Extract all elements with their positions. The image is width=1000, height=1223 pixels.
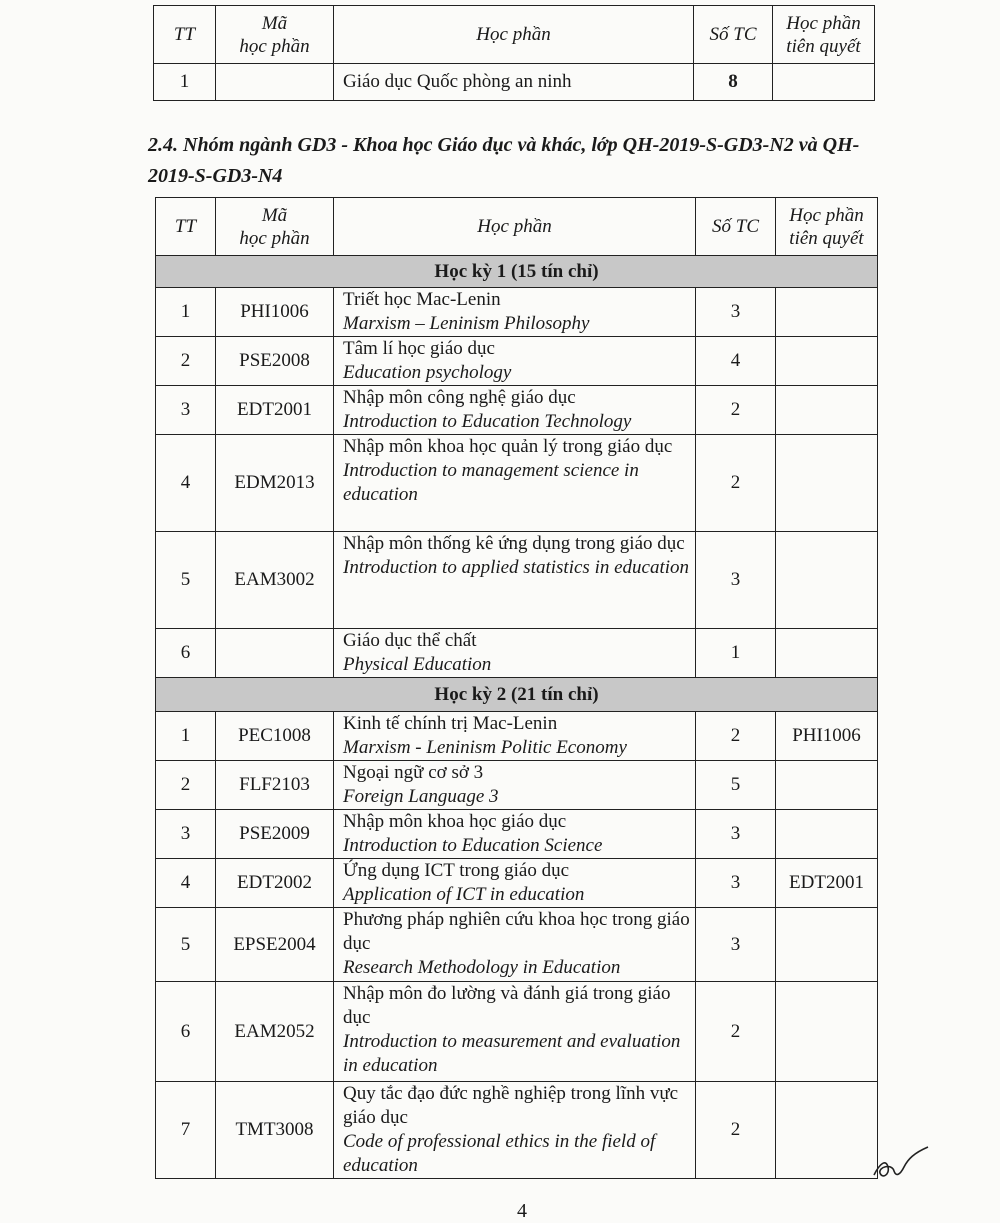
- cell-tt: 1: [156, 712, 216, 761]
- header-code-line2: học phần: [239, 227, 310, 249]
- cell-tt: 7: [156, 1082, 216, 1179]
- semester-1-title: Học kỳ 1 (15 tín chỉ): [156, 256, 878, 288]
- cell-credits: 2: [696, 982, 776, 1082]
- cell-prereq: [776, 810, 878, 859]
- cell-code: [216, 629, 334, 678]
- cell-prereq: [773, 64, 875, 101]
- cell-credits: 3: [696, 288, 776, 337]
- cell-name: [334, 337, 696, 386]
- cell-prereq: [776, 982, 878, 1082]
- cell-prereq: [776, 1082, 878, 1179]
- course-name-vi: Nhập môn thống kê ứng dụng trong giáo dục: [343, 533, 685, 554]
- header-code: [216, 6, 334, 64]
- cell-tt: 1: [156, 288, 216, 337]
- semester-header-row: [156, 256, 878, 288]
- course-name-vi: Giáo dục thể chất: [343, 630, 477, 651]
- header-code: [216, 198, 334, 256]
- table-row: [156, 532, 878, 629]
- course-name-vi: Ứng dụng ICT trong giáo dục: [343, 860, 570, 881]
- semester-header-row: [156, 678, 878, 712]
- semester-2-title: Học kỳ 2 (21 tín chỉ): [156, 678, 878, 712]
- cell-code: EPSE2004: [216, 908, 334, 982]
- cell-credits: 3: [696, 532, 776, 629]
- cell-name: [334, 1082, 696, 1179]
- table-row: [156, 435, 878, 532]
- cell-credits: 1: [696, 629, 776, 678]
- table-national-defense: [153, 5, 875, 101]
- cell-tt: 4: [156, 859, 216, 908]
- header-prereq-line2: tiên quyết: [789, 227, 864, 249]
- header-prereq: [776, 198, 878, 256]
- course-name-en: Introduction to Education Science: [343, 835, 603, 856]
- table-row: [156, 1082, 878, 1179]
- cell-credits: 5: [696, 761, 776, 810]
- header-prereq-line1: Học phần: [789, 204, 864, 226]
- cell-name: [334, 908, 696, 982]
- cell-tt: 5: [156, 908, 216, 982]
- cell-code: EDT2001: [216, 386, 334, 435]
- cell-code: PEC1008: [216, 712, 334, 761]
- cell-name: [334, 386, 696, 435]
- cell-code: EAM2052: [216, 982, 334, 1082]
- cell-code: [216, 64, 334, 101]
- table-row: [154, 64, 875, 101]
- cell-name: [334, 761, 696, 810]
- course-name-vi: Triết học Mac-Lenin: [343, 289, 501, 310]
- course-name-en: Physical Education: [343, 654, 492, 675]
- cell-prereq: [776, 761, 878, 810]
- course-name-en: Education psychology: [343, 362, 512, 383]
- cell-name: [334, 629, 696, 678]
- course-name-vi: Phương pháp nghiên cứu khoa học trong giáo dục: [343, 909, 690, 954]
- header-name: Học phần: [334, 198, 696, 256]
- cell-prereq: [776, 629, 878, 678]
- table-row: [156, 908, 878, 982]
- table-row: [156, 859, 878, 908]
- course-name-en: Marxism – Leninism Philosophy: [343, 313, 590, 334]
- cell-name: [334, 435, 696, 532]
- table-row: [156, 982, 878, 1082]
- course-name-vi: Nhập môn khoa học giáo dục: [343, 811, 567, 832]
- course-name-en: Code of professional ethics in the field of education: [343, 1131, 656, 1176]
- table-row: [156, 761, 878, 810]
- cell-name: [334, 982, 696, 1082]
- course-name-en: Research Methodology in Education: [343, 957, 621, 978]
- cell-prereq: [776, 435, 878, 532]
- cell-tt: 5: [156, 532, 216, 629]
- cell-code: EDT2002: [216, 859, 334, 908]
- cell-tt: 3: [156, 386, 216, 435]
- cell-name: [334, 532, 696, 629]
- header-credits: Số TC: [696, 198, 776, 256]
- cell-credits: 2: [696, 712, 776, 761]
- course-name-vi: Quy tắc đạo đức nghề nghiệp trong lĩnh vực giáo dục: [343, 1083, 679, 1128]
- table-row: [156, 386, 878, 435]
- course-name-vi: Ngoại ngữ cơ sở 3: [343, 762, 484, 783]
- table-row: [156, 810, 878, 859]
- cell-prereq: [776, 337, 878, 386]
- header-name: Học phần: [334, 6, 694, 64]
- cell-name: [334, 288, 696, 337]
- cell-name: Giáo dục Quốc phòng an ninh: [334, 64, 694, 101]
- course-name-vi: Nhập môn khoa học quản lý trong giáo dục: [343, 436, 673, 457]
- header-code-line2: học phần: [239, 35, 310, 57]
- cell-tt: 1: [154, 64, 216, 101]
- cell-code: PSE2008: [216, 337, 334, 386]
- header-code-line1: Mã: [261, 12, 288, 34]
- cell-prereq: EDT2001: [776, 859, 878, 908]
- cell-prereq: [776, 532, 878, 629]
- course-name-en: Introduction to measurement and evaluation in education: [343, 1031, 681, 1076]
- cell-code: PSE2009: [216, 810, 334, 859]
- page-number: 4: [517, 1200, 527, 1222]
- table-header-row: [156, 198, 878, 256]
- cell-tt: 2: [156, 337, 216, 386]
- cell-name: [334, 712, 696, 761]
- header-credits: Số TC: [694, 6, 773, 64]
- cell-tt: 4: [156, 435, 216, 532]
- cell-prereq: [776, 288, 878, 337]
- cell-credits: 4: [696, 337, 776, 386]
- course-name-en: Introduction to management science in education: [343, 460, 639, 505]
- cell-prereq: [776, 386, 878, 435]
- header-prereq-line1: Học phần: [786, 12, 861, 34]
- table-row: [156, 288, 878, 337]
- table-header-row: [154, 6, 875, 64]
- cell-prereq: PHI1006: [776, 712, 878, 761]
- course-name-en: Introduction to Education Technology: [343, 411, 632, 432]
- cell-name: [334, 810, 696, 859]
- header-tt: TT: [154, 6, 216, 64]
- cell-tt: 6: [156, 629, 216, 678]
- cell-name: [334, 859, 696, 908]
- section-heading: 2.4. Nhóm ngành GD3 - Khoa học Giáo dục và khác, lớp QH-2019-S-GD3-N2 và QH-2019-S-GD3-N4: [148, 134, 860, 187]
- header-prereq-line2: tiên quyết: [786, 35, 861, 57]
- cell-credits: 2: [696, 435, 776, 532]
- table-row: [156, 337, 878, 386]
- signature-mark: [868, 1145, 938, 1185]
- cell-tt: 3: [156, 810, 216, 859]
- course-name-en: Foreign Language 3: [343, 786, 499, 807]
- table-gd3-curriculum: [155, 197, 878, 1179]
- course-name-en: Application of ICT in education: [343, 884, 585, 905]
- cell-credits: 3: [696, 859, 776, 908]
- cell-code: EAM3002: [216, 532, 334, 629]
- course-name-vi: Tâm lí học giáo dục: [343, 338, 495, 359]
- cell-tt: 2: [156, 761, 216, 810]
- cell-code: EDM2013: [216, 435, 334, 532]
- table-row: [156, 712, 878, 761]
- cell-tt: 6: [156, 982, 216, 1082]
- cell-prereq: [776, 908, 878, 982]
- cell-credits: 2: [696, 386, 776, 435]
- header-code-line1: Mã: [261, 204, 288, 226]
- cell-credits: 3: [696, 810, 776, 859]
- header-prereq: [773, 6, 875, 64]
- cell-credits: 2: [696, 1082, 776, 1179]
- course-name-vi: Nhập môn công nghệ giáo dục: [343, 387, 576, 408]
- course-name-en: Marxism - Leninism Politic Economy: [343, 737, 627, 758]
- cell-credits: 3: [696, 908, 776, 982]
- cell-credits: 8: [694, 64, 773, 101]
- course-name-en: Introduction to applied statistics in education: [343, 557, 690, 578]
- cell-code: PHI1006: [216, 288, 334, 337]
- table-row: [156, 629, 878, 678]
- course-name-vi: Nhập môn đo lường và đánh giá trong giáo dục: [343, 983, 671, 1028]
- cell-code: TMT3008: [216, 1082, 334, 1179]
- course-name-vi: Kinh tế chính trị Mac-Lenin: [343, 713, 558, 734]
- cell-code: FLF2103: [216, 761, 334, 810]
- header-tt: TT: [156, 198, 216, 256]
